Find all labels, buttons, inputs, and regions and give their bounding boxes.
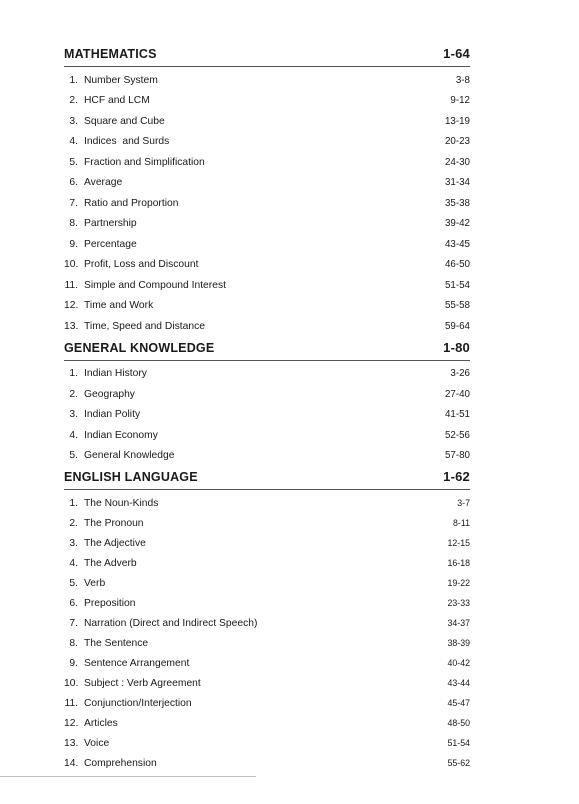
entry-pages: 43-45 bbox=[444, 238, 470, 250]
entry-title: Narration (Direct and Indirect Speech) bbox=[84, 617, 258, 629]
toc-entry bbox=[64, 364, 470, 385]
toc-entry bbox=[64, 234, 470, 255]
toc-entry bbox=[64, 446, 470, 467]
toc-entry bbox=[64, 733, 470, 753]
entry-title: Simple and Compound Interest bbox=[84, 279, 226, 291]
entry-pages: 38-39 bbox=[447, 638, 470, 648]
entry-pages: 55-58 bbox=[444, 300, 470, 312]
entry-title: Conjunction/Interjection bbox=[84, 697, 192, 709]
entry-pages: 13-19 bbox=[444, 115, 470, 127]
entry-title: Time, Speed and Distance bbox=[84, 320, 205, 332]
entry-title: Indian Polity bbox=[84, 409, 141, 421]
entry-pages: 46-50 bbox=[444, 259, 470, 271]
entry-title: The Sentence bbox=[84, 637, 149, 649]
entry-number: 1. bbox=[69, 368, 78, 380]
toc-entry bbox=[64, 193, 470, 214]
entry-number: 14. bbox=[64, 757, 79, 769]
entry-number: 10. bbox=[64, 677, 79, 689]
entry-number: 4. bbox=[69, 557, 78, 569]
entry-title: Time and Work bbox=[84, 300, 154, 312]
toc-entry bbox=[64, 255, 470, 276]
entry-pages: 24-30 bbox=[444, 156, 470, 168]
toc-entry bbox=[64, 613, 470, 633]
footer-divider bbox=[0, 776, 256, 777]
entry-number: 4. bbox=[69, 429, 78, 441]
toc-entry bbox=[64, 573, 470, 593]
entry-title: Geography bbox=[84, 388, 135, 400]
entry-title: Profit, Loss and Discount bbox=[84, 259, 199, 271]
entry-title: Comprehension bbox=[84, 757, 157, 769]
entry-title: General Knowledge bbox=[84, 450, 175, 462]
section-heading bbox=[64, 340, 470, 361]
toc-entry bbox=[64, 533, 470, 553]
entry-pages: 51-54 bbox=[447, 738, 470, 748]
toc-entry bbox=[64, 513, 470, 533]
entry-number: 4. bbox=[69, 136, 78, 148]
section-title: ENGLISH LANGUAGE bbox=[64, 470, 198, 484]
entry-pages: 41-51 bbox=[444, 409, 470, 421]
toc-entry bbox=[64, 753, 470, 773]
entry-title: Articles bbox=[84, 717, 118, 729]
section-page-range: 1-62 bbox=[443, 469, 470, 484]
entry-number: 2. bbox=[69, 95, 78, 107]
toc-entry bbox=[64, 316, 470, 337]
entry-number: 13. bbox=[64, 737, 79, 749]
entry-title: Ratio and Proportion bbox=[84, 197, 179, 209]
entry-number: 2. bbox=[69, 388, 78, 400]
section-page-range: 1-64 bbox=[443, 46, 470, 61]
entry-number: 10. bbox=[64, 259, 79, 271]
entry-number: 8. bbox=[69, 218, 78, 230]
entry-number: 11. bbox=[64, 697, 78, 709]
toc-entry bbox=[64, 653, 470, 673]
entry-title: The Adjective bbox=[84, 537, 146, 549]
toc-entry bbox=[64, 633, 470, 653]
entry-pages: 19-22 bbox=[447, 578, 470, 588]
toc-entry bbox=[64, 152, 470, 173]
toc-entry bbox=[64, 111, 470, 132]
entry-title: Indices and Surds bbox=[84, 136, 170, 148]
entry-title: Verb bbox=[84, 577, 106, 589]
entry-pages: 12-15 bbox=[447, 538, 470, 548]
toc-entry bbox=[64, 673, 470, 693]
entry-pages: 55-62 bbox=[447, 758, 470, 768]
section-english-language bbox=[64, 469, 470, 773]
entry-pages: 3-8 bbox=[455, 74, 470, 86]
entry-title: The Adverb bbox=[84, 557, 137, 569]
entry-number: 3. bbox=[69, 115, 78, 127]
entry-title: HCF and LCM bbox=[84, 95, 150, 107]
entry-title: Average bbox=[84, 177, 123, 189]
entry-number: 12. bbox=[64, 717, 79, 729]
section-title: MATHEMATICS bbox=[64, 47, 157, 61]
toc-entry bbox=[64, 132, 470, 153]
entry-pages: 45-47 bbox=[447, 698, 470, 708]
entry-title: Square and Cube bbox=[84, 115, 165, 127]
entry-pages: 57-80 bbox=[444, 450, 470, 462]
entry-pages: 48-50 bbox=[447, 718, 470, 728]
toc-entry bbox=[64, 553, 470, 573]
toc-entry bbox=[64, 173, 470, 194]
entry-number: 9. bbox=[69, 657, 78, 669]
entry-pages: 52-56 bbox=[444, 429, 470, 441]
entry-number: 7. bbox=[69, 617, 78, 629]
toc-entry bbox=[64, 91, 470, 112]
toc-entry bbox=[64, 384, 470, 405]
entry-number: 3. bbox=[69, 537, 78, 549]
entry-pages: 9-12 bbox=[450, 95, 470, 107]
section-mathematics bbox=[64, 46, 470, 337]
entry-number: 6. bbox=[69, 597, 78, 609]
section-general-knowledge bbox=[64, 340, 470, 467]
toc-entry bbox=[64, 425, 470, 446]
entry-number: 1. bbox=[69, 74, 78, 86]
toc-entry bbox=[64, 214, 470, 235]
section-heading bbox=[64, 46, 470, 67]
entry-number: 3. bbox=[69, 409, 78, 421]
entry-title: Indian Economy bbox=[84, 429, 158, 441]
entry-number: 5. bbox=[69, 577, 78, 589]
entry-pages: 59-64 bbox=[444, 320, 470, 332]
entry-title: Partnership bbox=[84, 218, 137, 230]
entry-number: 12. bbox=[64, 300, 79, 312]
entry-title: Number System bbox=[84, 74, 158, 86]
toc-entry bbox=[64, 593, 470, 613]
entry-number: 7. bbox=[69, 197, 78, 209]
entry-pages: 8-11 bbox=[453, 518, 470, 528]
entry-number: 2. bbox=[69, 517, 78, 529]
entry-title: The Pronoun bbox=[84, 517, 144, 529]
entry-number: 5. bbox=[69, 450, 78, 462]
entry-pages: 16-18 bbox=[447, 558, 470, 568]
entry-title: Percentage bbox=[84, 238, 137, 250]
entry-pages: 27-40 bbox=[444, 388, 470, 400]
entry-title: Voice bbox=[84, 737, 110, 749]
section-page-range: 1-80 bbox=[443, 339, 470, 355]
entry-pages: 31-34 bbox=[444, 177, 470, 189]
entry-number: 1. bbox=[69, 497, 78, 509]
entry-title: Preposition bbox=[84, 597, 136, 609]
entry-pages: 34-37 bbox=[447, 618, 470, 628]
toc-entry bbox=[64, 713, 470, 733]
toc-entry bbox=[64, 405, 470, 426]
entry-number: 5. bbox=[69, 156, 78, 168]
entry-title: Indian History bbox=[84, 368, 147, 380]
entry-pages: 51-54 bbox=[444, 279, 470, 291]
toc-entry bbox=[64, 70, 470, 91]
section-title: GENERAL KNOWLEDGE bbox=[64, 340, 215, 355]
toc-entry bbox=[64, 275, 470, 296]
entry-pages: 3-7 bbox=[457, 498, 470, 508]
entry-pages: 23-33 bbox=[447, 598, 470, 608]
entry-pages: 40-42 bbox=[447, 658, 470, 668]
section-heading bbox=[64, 469, 470, 490]
entry-pages: 20-23 bbox=[444, 136, 470, 148]
entry-pages: 3-26 bbox=[450, 368, 470, 380]
entry-title: Sentence Arrangement bbox=[84, 657, 190, 669]
table-of-contents bbox=[64, 46, 470, 773]
toc-entry bbox=[64, 693, 470, 713]
entry-title: The Noun-Kinds bbox=[84, 497, 159, 509]
entry-title: Fraction and Simplification bbox=[84, 156, 205, 168]
entry-pages: 35-38 bbox=[444, 197, 470, 209]
toc-entry bbox=[64, 296, 470, 317]
entry-pages: 39-42 bbox=[444, 218, 470, 230]
entry-number: 9. bbox=[69, 238, 78, 250]
entry-number: 8. bbox=[69, 637, 78, 649]
entry-number: 6. bbox=[69, 177, 78, 189]
entry-number: 11. bbox=[64, 279, 78, 291]
entry-number: 13. bbox=[64, 320, 79, 332]
entry-pages: 43-44 bbox=[447, 678, 470, 688]
toc-entry bbox=[64, 493, 470, 513]
entry-title: Subject : Verb Agreement bbox=[84, 677, 201, 689]
